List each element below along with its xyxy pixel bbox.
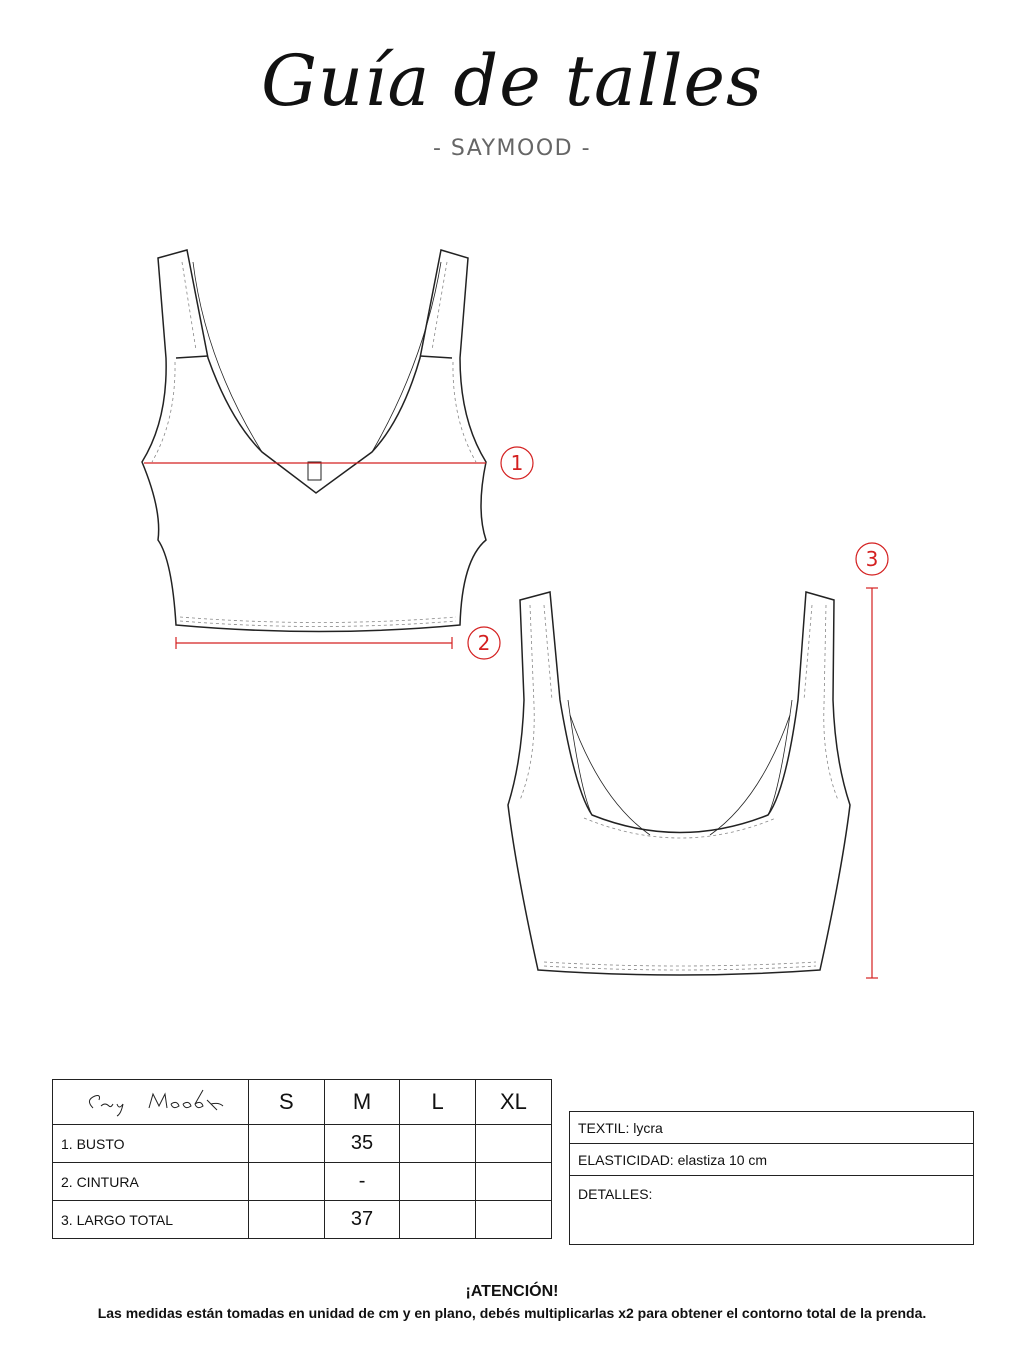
cell-busto-l [400, 1125, 475, 1163]
cell-largo-xl [475, 1201, 551, 1239]
size-header-xl: XL [475, 1080, 551, 1125]
row-label-largo-total: 3. LARGO TOTAL [53, 1201, 249, 1239]
textil-info: TEXTIL: lycra [570, 1112, 974, 1144]
cell-busto-s [249, 1125, 324, 1163]
size-table [52, 1079, 552, 1239]
size-table-header [53, 1080, 552, 1125]
measurement-bust-line [144, 447, 533, 479]
page-title: Guía de talles [261, 40, 763, 122]
marker-2-label: 2 [477, 631, 491, 655]
cell-largo-l [400, 1201, 475, 1239]
row-label-cintura: 2. CINTURA [53, 1163, 249, 1201]
brand-signature-logo [53, 1080, 249, 1125]
size-header-l: L [400, 1080, 475, 1125]
elasticidad-info: ELASTICIDAD: elastiza 10 cm [570, 1144, 974, 1176]
row-label-busto: 1. BUSTO [53, 1125, 249, 1163]
cell-busto-m: 35 [324, 1125, 400, 1163]
fabric-info-table [569, 1111, 974, 1245]
cell-cintura-xl [475, 1163, 551, 1201]
signature-icon [61, 1080, 241, 1118]
attention-notice [0, 1283, 1024, 1321]
size-header-s: S [249, 1080, 324, 1125]
size-header-m: M [324, 1080, 400, 1125]
detalles-info: DETALLES: [570, 1176, 974, 1245]
attention-heading: ¡ATENCIÓN! [465, 1283, 559, 1300]
table-row [53, 1125, 552, 1163]
attention-body: Las medidas están tomadas en unidad de cm y en plano, debés multiplicarlas x2 para obtener el contorno total de la prenda. [97, 1305, 927, 1321]
marker-1-label: 1 [510, 451, 524, 475]
back-top-drawing [508, 592, 850, 975]
cell-largo-m: 37 [324, 1201, 400, 1239]
brand-subtitle: - SAYMOOD - [432, 136, 592, 161]
cell-cintura-m: - [324, 1163, 400, 1201]
marker-3-label: 3 [865, 547, 879, 571]
cell-cintura-s [249, 1163, 324, 1201]
cell-cintura-l [400, 1163, 475, 1201]
table-row [53, 1163, 552, 1201]
table-row [53, 1201, 552, 1239]
front-top-drawing [142, 250, 486, 632]
cell-busto-xl [475, 1125, 551, 1163]
cell-largo-s [249, 1201, 324, 1239]
measurement-length-line [856, 543, 888, 978]
